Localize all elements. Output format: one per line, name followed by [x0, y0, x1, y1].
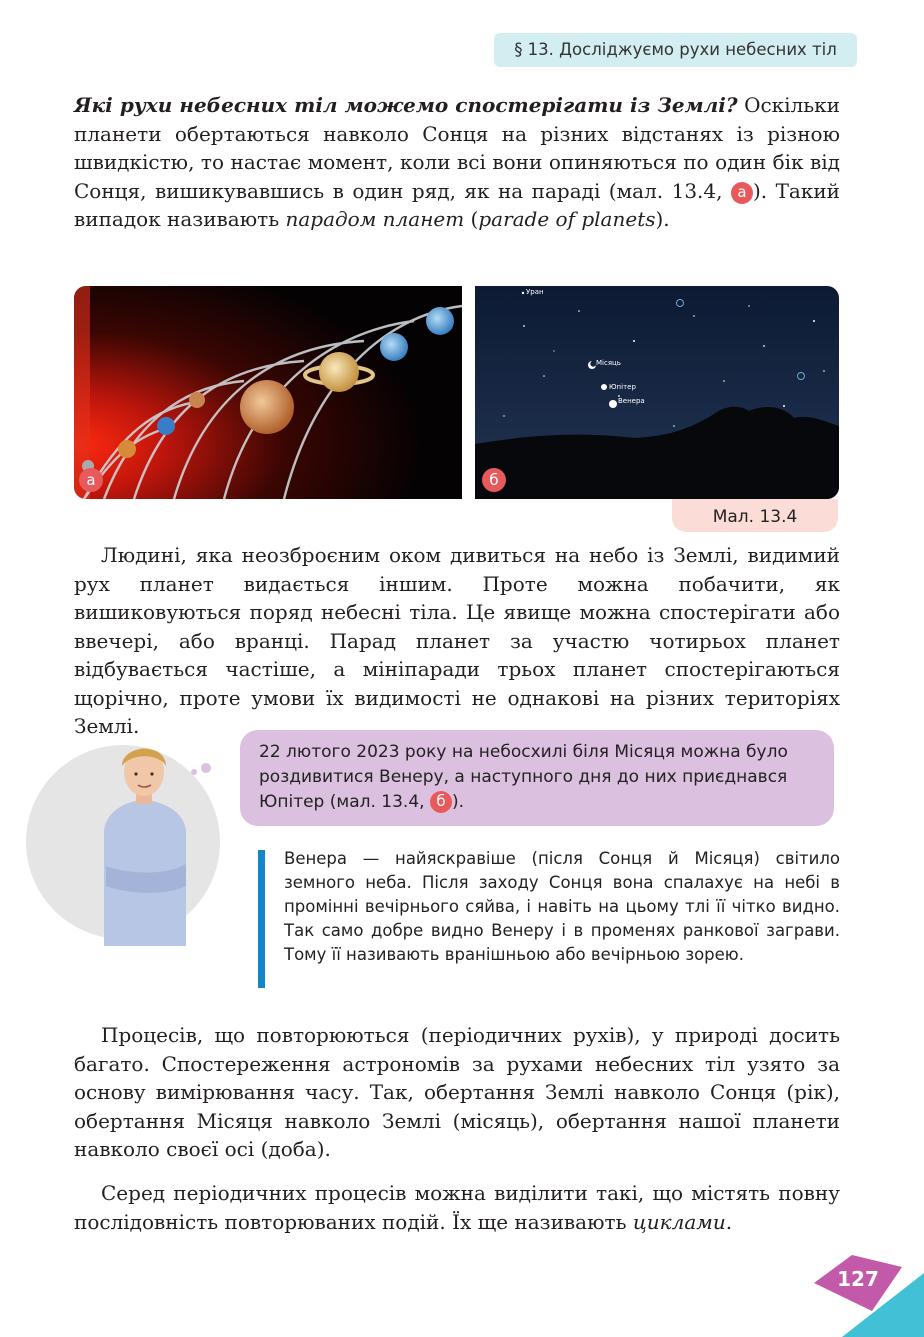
speech-bubble [240, 730, 834, 826]
intro-text-4: ). [655, 207, 670, 231]
figure-tag-a: а [731, 182, 753, 204]
venus-icon [118, 440, 136, 458]
figure-caption: Мал. 13.4 [672, 499, 838, 532]
figure-label-a: а [86, 471, 96, 489]
uranus-icon [380, 333, 408, 361]
page-number-badge [812, 1253, 904, 1313]
figure-label-b: б [489, 471, 499, 489]
label-jupiter: Юпітер [609, 383, 636, 391]
figure-13-4 [74, 286, 839, 499]
term-parade-en: parade of planets [478, 207, 656, 231]
label-moon: Місяць [596, 359, 621, 367]
earth-icon [157, 417, 175, 435]
quote-bar [258, 850, 265, 988]
jupiter-icon [240, 380, 294, 434]
paragraph-4 [74, 1179, 840, 1236]
page-number: 127 [837, 1267, 879, 1291]
venus-note: Венера — найяскравіше (після Сонця й Місяця) світило земного неба. Після заходу Сонця вона спалахує на небі в промінні вечірнього сяйва, і навіть на цьому тлі її чітко видно. Так само добре видно Венеру і в променях ранкової заграви. Тому її називають вранішньою або вечірньою зорею. [284, 849, 840, 964]
paragraph-4-tail: . [725, 1209, 733, 1234]
term-cycles: циклами [632, 1209, 726, 1234]
label-venus: Венера [618, 397, 645, 405]
intro-question: Які рухи небесних тіл можемо спостерігати із Землі? [74, 93, 738, 117]
term-parade: парадом планет [285, 207, 465, 231]
bubble-tail: ). [451, 792, 465, 812]
intro-text-2: ). Такий випадок називають [74, 178, 840, 231]
section-header: § 13. Досліджуємо рухи небесних тіл [494, 33, 857, 67]
paragraph-2: Людині, яка неозброєним оком дивиться на небо із Землі, видимий рух планет видається іншим. Проте можна побачити, як вишиковуються поряд небесні тіла. Це явище можна спостерігати або ввечері, або вранці. Парад планет за участю чотирьох планет відбувається частіше, а мініпаради трьох планет спостерігаються щорічно, проте умови їх видимості не однакові на різних територіях Землі. [74, 543, 840, 738]
neptune-icon [426, 307, 454, 335]
intro-text: Оскільки планети обертаються навколо Сонця на різних відстанях із різною швидкістю, то настає момент, коли всі вони опиняються по один бік від Сонця, вишикувавшись в один ряд, як на параді (мал. 13.4, [74, 93, 841, 203]
paragraph-4-text: Серед періодичних процесів можна виділити такі, що містять повну послідовність повторюваних подій. Їх ще називають [74, 1181, 840, 1234]
jupiter-dot [601, 384, 607, 390]
venus-dot [609, 400, 617, 408]
bubble-text: 22 лютого 2023 року на небосхилі біля Місяця можна було роздивитися Венеру, а наступного дня до них приєднався Юпітер (мал. 13.4, [259, 742, 788, 812]
label-uranus: Уран [526, 288, 544, 296]
intro-text-3: ( [464, 207, 479, 231]
figure-illustration [74, 286, 839, 499]
figure-tag-b: б [430, 791, 452, 813]
boy-illustration [96, 736, 216, 946]
intro-paragraph [74, 91, 840, 234]
paragraph-3: Процесів, що повторюються (періодичних рухів), у природі досить багато. Спостереження астрономів за рухами небесних тіл узято за основу вимірювання часу. Так, обертання Землі навколо Сонця (рік), обертання Місяця навколо Землі (місяць), обертання нашої планети навколо своєї осі (доба). [74, 1023, 840, 1161]
mars-icon [189, 392, 205, 408]
